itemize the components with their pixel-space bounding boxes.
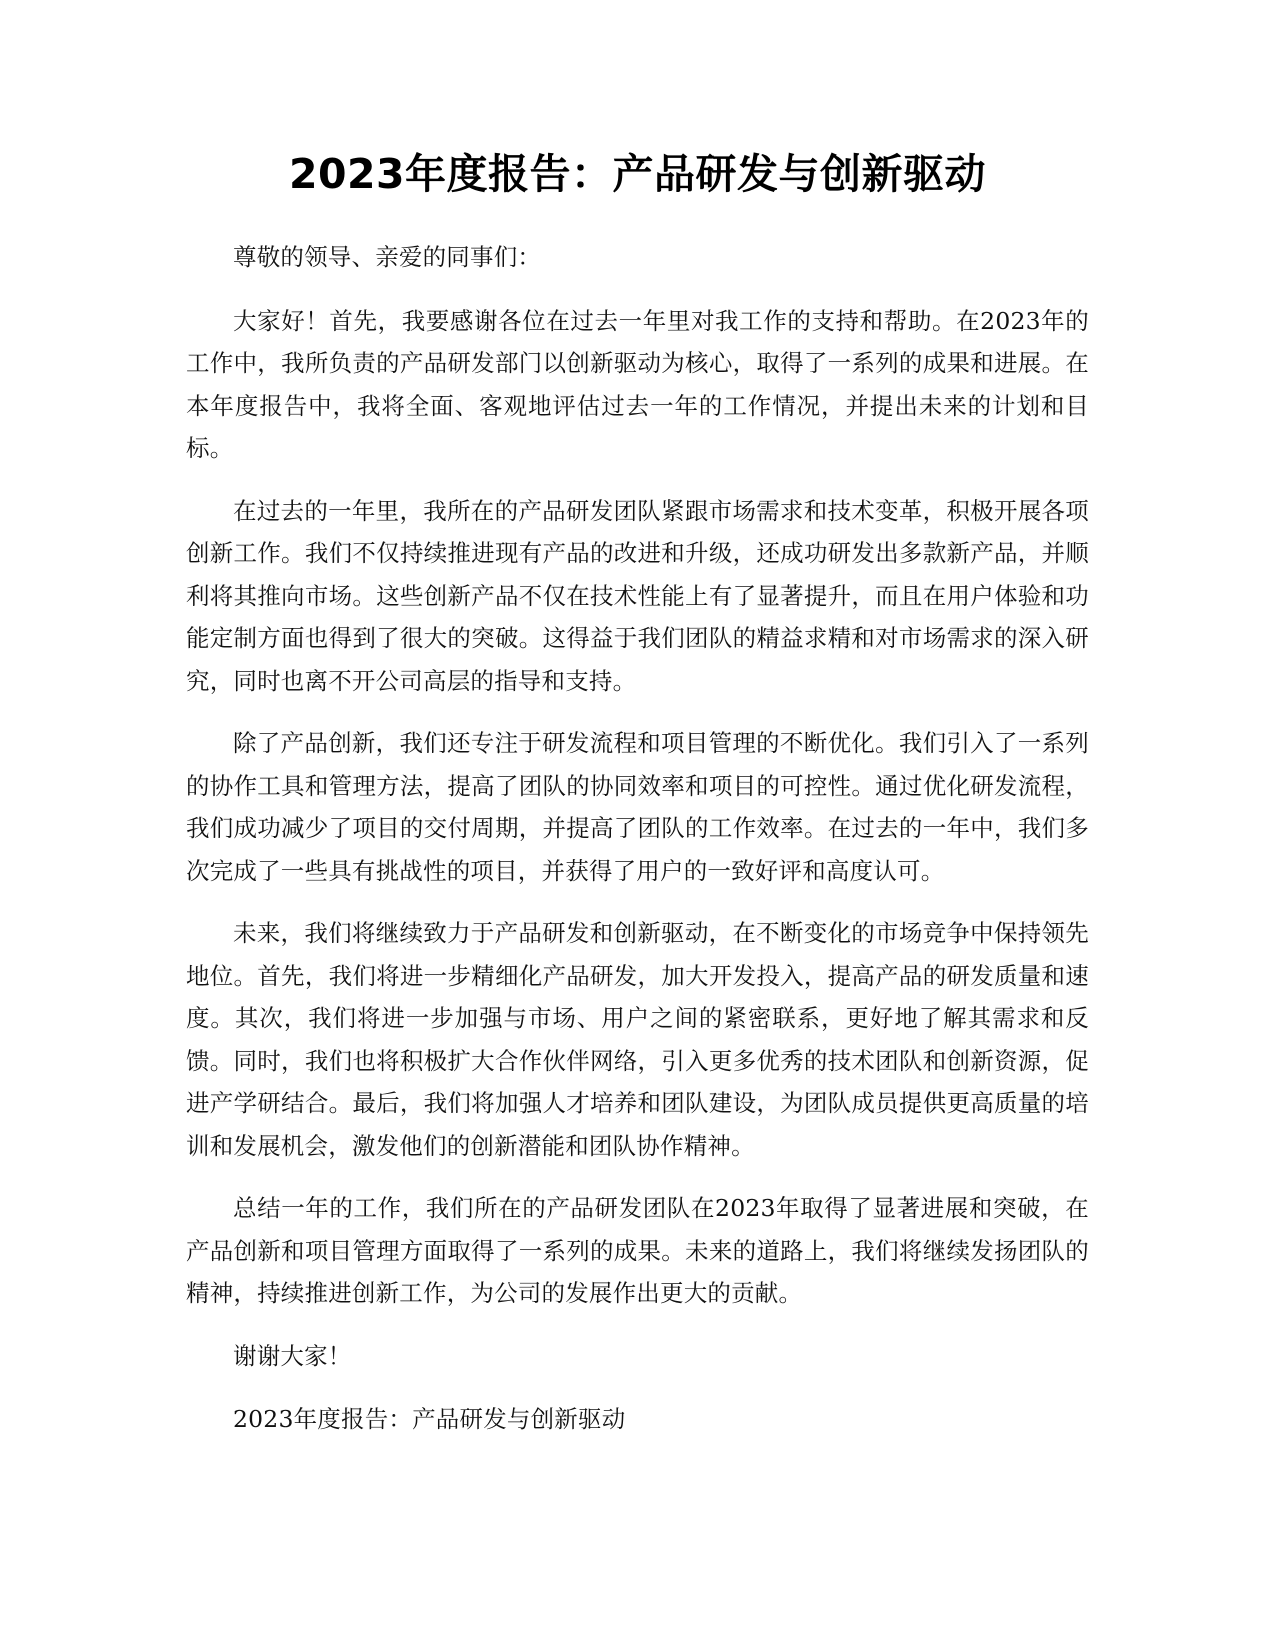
paragraph-intro: 大家好！首先，我要感谢各位在过去一年里对我工作的支持和帮助。在2023年的工作中，我所负责的产品研发部门以创新驱动为核心，取得了一系列的成果和进展。在本年度报告中，我将全面、客观地评估过去一年的工作情况，并提出未来的计划和目标。 — [186, 306, 1089, 462]
paragraph-process-optimization: 除了产品创新，我们还专注于研发流程和项目管理的不断优化。我们引入了一系列的协作工具和管理方法，提高了团队的协同效率和项目的可控性。通过优化研发流程，我们成功减少了项目的交付周期，并提高了团队的工作效率。在过去的一年中，我们多次完成了一些具有挑战性的项目，并获得了用户的一致好评和高度认可。 — [186, 729, 1089, 885]
paragraph-future-plans: 未来，我们将继续致力于产品研发和创新驱动，在不断变化的市场竞争中保持领先地位。首先，我们将进一步精细化产品研发，加大开发投入，提高产品的研发质量和速度。其次，我们将进一步加强与市场、用户之间的紧密联系，更好地了解其需求和反馈。同时，我们也将积极扩大合作伙伴网络，引入更多优秀的技术团队和创新资源，促进产学研结合。最后，我们将加强人才培养和团队建设，为团队成员提供更高质量的培训和发展机会，激发他们的创新潜能和团队协作精神。 — [186, 919, 1089, 1160]
salutation: 尊敬的领导、亲爱的同事们： — [233, 243, 542, 271]
paragraph-summary: 总结一年的工作，我们所在的产品研发团队在2023年取得了显著进展和突破，在产品创新和项目管理方面取得了一系列的成果。未来的道路上，我们将继续发扬团队的精神，持续推进创新工作，为公司的发展作出更大的贡献。 — [186, 1194, 1089, 1307]
paragraph-product-innovation: 在过去的一年里，我所在的产品研发团队紧跟市场需求和技术变革，积极开展各项创新工作。我们不仅持续推进现有产品的改进和升级，还成功研发出多款新产品，并顺利将其推向市场。这些创新产品不仅在技术性能上有了显著提升，而且在用户体验和功能定制方面也得到了很大的突破。这得益于我们团队的精益求精和对市场需求的深入研究，同时也离不开公司高层的指导和支持。 — [186, 496, 1089, 695]
footer-title: 2023年度报告：产品研发与创新驱动 — [233, 1405, 626, 1433]
document-title: 2023年度报告：产品研发与创新驱动 — [288, 150, 987, 198]
closing-thanks: 谢谢大家！ — [233, 1341, 352, 1370]
